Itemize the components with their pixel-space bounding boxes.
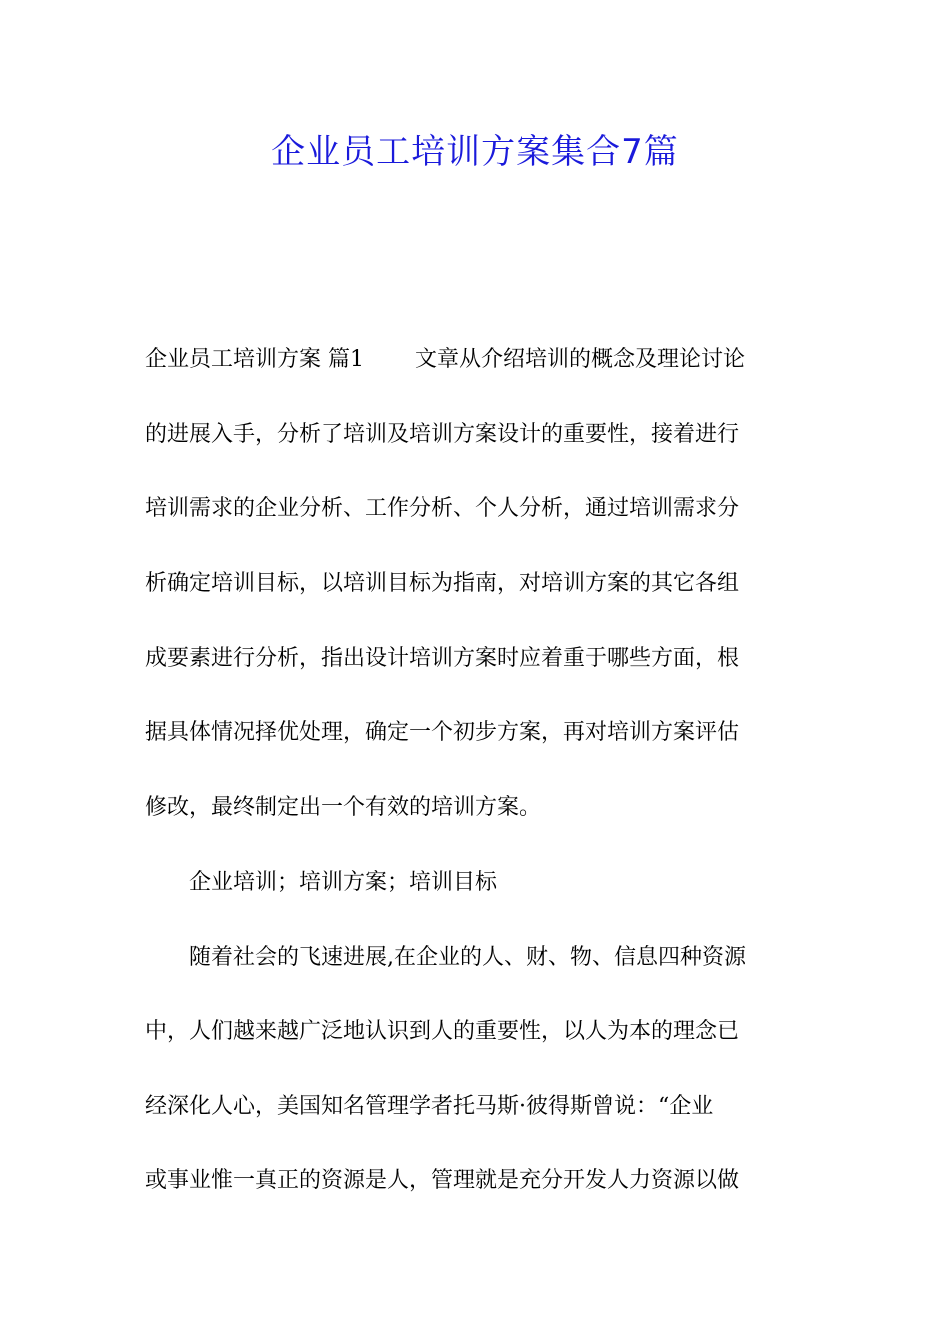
body-line-7: 修改，最终制定出一个有效的培训方案。 bbox=[145, 795, 542, 820]
body-line-11: 经深化人心，美国知名管理学者托马斯·彼得斯曾说：“企业 bbox=[145, 1094, 714, 1119]
body-line-4: 析确定培训目标，以培训目标为指南，对培训方案的其它各组 bbox=[145, 571, 740, 596]
keywords-line: 企业培训；培训方案；培训目标 bbox=[145, 870, 498, 895]
body-line-3: 培训需求的企业分析、工作分析、个人分析，通过培训需求分 bbox=[145, 496, 740, 521]
body-line-12: 或事业惟一真正的资源是人，管理就是充分开发人力资源以做 bbox=[145, 1168, 740, 1193]
document-title: 企业员工培训方案集合7篇 bbox=[271, 132, 679, 172]
body-line-1: 企业员工培训方案 篇1 文章从介绍培训的概念及理论讨论 bbox=[145, 347, 745, 372]
body-line-5: 成要素进行分析，指出设计培训方案时应着重于哪些方面，根 bbox=[145, 646, 740, 671]
body-line-2: 的进展入手，分析了培训及培训方案设计的重要性，接着进行 bbox=[145, 422, 740, 447]
body-line-10: 中，人们越来越广泛地认识到人的重要性，以人为本的理念已 bbox=[145, 1019, 740, 1044]
body-line-6: 据具体情况择优处理，确定一个初步方案，再对培训方案评估 bbox=[145, 720, 740, 745]
body-line-9: 随着社会的飞速进展,在企业的人、财、物、信息四种资源 bbox=[145, 945, 746, 970]
